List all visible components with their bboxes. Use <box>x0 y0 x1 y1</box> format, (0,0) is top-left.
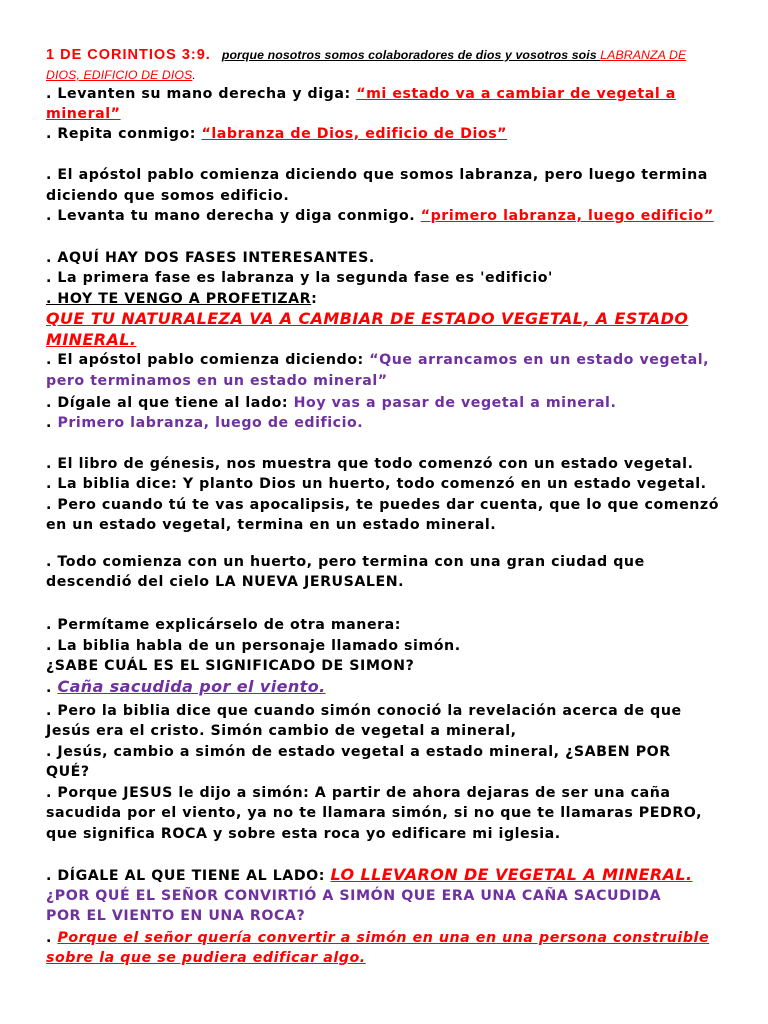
paragraph-line: . La biblia habla de un personaje llamado simón. <box>46 638 461 654</box>
red-quote: mineral” <box>46 106 121 122</box>
meaning-text: Caña sacudida por el viento. <box>57 677 326 696</box>
verse-line-2 <box>46 65 196 85</box>
paragraph-line: en un estado vegetal, termina en un estado mineral. <box>46 517 497 533</box>
text-segment: . Dígale al que tiene al lado: <box>46 395 294 411</box>
text-segment: . <box>46 930 58 946</box>
paragraph-line: sacudida por el viento, ya no te llamara simón, si no que te llamaras PEDRO, <box>46 805 703 821</box>
paragraph-line: QUÉ? <box>46 764 90 780</box>
paragraph-line: . El libro de génesis, nos muestra que todo comenzó con un estado vegetal. <box>46 456 694 472</box>
paragraph-line: . La primera fase es labranza y la segunda fase es 'edificio' <box>46 270 553 286</box>
paragraph-line: . Todo comienza con un huerto, pero termina con una gran ciudad que <box>46 554 645 570</box>
paragraph-line: . La biblia dice: Y planto Dios un huerto, todo comenzó en un estado vegetal. <box>46 476 707 492</box>
paragraph-line <box>46 906 305 926</box>
red-quote: “labranza de Dios, edificio de Dios” <box>201 126 508 142</box>
verse-reference: 1 DE CORINTIOS 3:9. <box>46 47 211 63</box>
text-segment: . Repita conmigo: <box>46 126 202 142</box>
text-segment: . Levanta tu mano derecha y diga conmigo. <box>46 208 421 224</box>
paragraph-line: diciendo que somos edificio. <box>46 188 290 204</box>
paragraph-line <box>46 206 714 226</box>
paragraph-line: . El apóstol pablo comienza diciendo que somos labranza, pero luego termina <box>46 167 708 183</box>
red-quote: “primero labranza, luego edificio” <box>420 208 714 224</box>
paragraph-line: . AQUÍ HAY DOS FASES INTERESANTES. <box>46 250 375 266</box>
paragraph-line <box>46 413 363 433</box>
purple-quote: pero terminamos en un estado mineral” <box>46 373 388 389</box>
paragraph-line <box>46 948 366 968</box>
paragraph-line <box>46 84 676 104</box>
purple-quote: Primero labranza, luego de edificio. <box>57 415 364 431</box>
paragraph-line <box>46 124 507 144</box>
purple-question: ¿POR QUÉ EL SEÑOR CONVIRTIÓ A SIMÓN QUE ERA UNA CAÑA SACUDIDA <box>46 888 662 904</box>
paragraph-line: . Porque JESUS le dijo a simón: A partir de ahora dejaras de ser una caña <box>46 785 671 801</box>
paragraph-line: que significa ROCA y sobre esta roca yo edificare mi iglesia. <box>46 826 561 842</box>
paragraph-line: . Pero la biblia dice que cuando simón conoció la revelación acerca de que <box>46 703 682 719</box>
verse-reference-line <box>46 45 686 65</box>
paragraph-line <box>46 104 121 124</box>
verse-end: . <box>192 68 196 82</box>
red-answer: sobre la que se pudiera edificar algo. <box>46 950 366 966</box>
paragraph-line <box>46 393 616 413</box>
red-emphasis: LO LLEVARON DE VEGETAL A MINERAL. <box>330 865 693 884</box>
paragraph-line <box>46 350 709 370</box>
red-quote: “mi estado va a cambiar de vegetal a <box>356 86 676 102</box>
paragraph-line: ¿SABE CUÁL ES EL SIGNIFICADO DE SIMON? <box>46 658 415 674</box>
underlined-heading: . HOY TE VENGO A PROFETIZAR <box>46 291 312 307</box>
paragraph-line <box>46 677 326 698</box>
verse-highlight-2: DIOS, EDIFICIO DE DIOS <box>46 68 193 82</box>
prophecy-text: QUE TU NATURALEZA VA A CAMBIAR DE ESTADO VEGETAL, A ESTADO <box>46 309 689 328</box>
prophecy-text: MINERAL. <box>46 330 137 349</box>
purple-question: POR EL VIENTO EN UNA ROCA? <box>46 908 306 924</box>
verse-text: porque nosotros somos colaboradores de dios y vosotros sois <box>221 48 601 62</box>
red-answer: Porque el señor quería convertir a simón en una en una persona construible <box>57 930 710 946</box>
paragraph-line <box>46 330 136 351</box>
text-segment: : <box>311 291 318 307</box>
paragraph-line: Jesús era el cristo. Simón cambio de vegetal a mineral, <box>46 723 517 739</box>
text-segment: . El apóstol pablo comienza diciendo: <box>46 352 370 368</box>
text-segment: . <box>46 415 58 431</box>
paragraph-line: . Pero cuando tú te vas apocalipsis, te puedes dar cuenta, que lo que comenzó <box>46 497 720 513</box>
paragraph-line: . Permítame explicárselo de otra manera: <box>46 617 402 633</box>
text-segment: . Levanten su mano derecha y diga: <box>46 86 357 102</box>
text-segment: . <box>46 680 58 696</box>
purple-quote: “Que arrancamos en un estado vegetal, <box>369 352 710 368</box>
text-segment: . DÍGALE AL QUE TIENE AL LADO: <box>46 868 331 884</box>
paragraph-line <box>46 928 709 948</box>
paragraph-line <box>46 309 688 330</box>
verse-highlight: LABRANZA DE <box>600 48 687 62</box>
purple-quote: Hoy vas a pasar de vegetal a mineral. <box>293 395 617 411</box>
paragraph-line: . Jesús, cambio a simón de estado vegetal a estado mineral, ¿SABEN POR <box>46 744 671 760</box>
paragraph-line <box>46 865 692 886</box>
paragraph-line <box>46 289 317 309</box>
paragraph-line: descendió del cielo LA NUEVA JERUSALEN. <box>46 574 405 590</box>
paragraph-line <box>46 886 661 906</box>
paragraph-line <box>46 371 388 391</box>
